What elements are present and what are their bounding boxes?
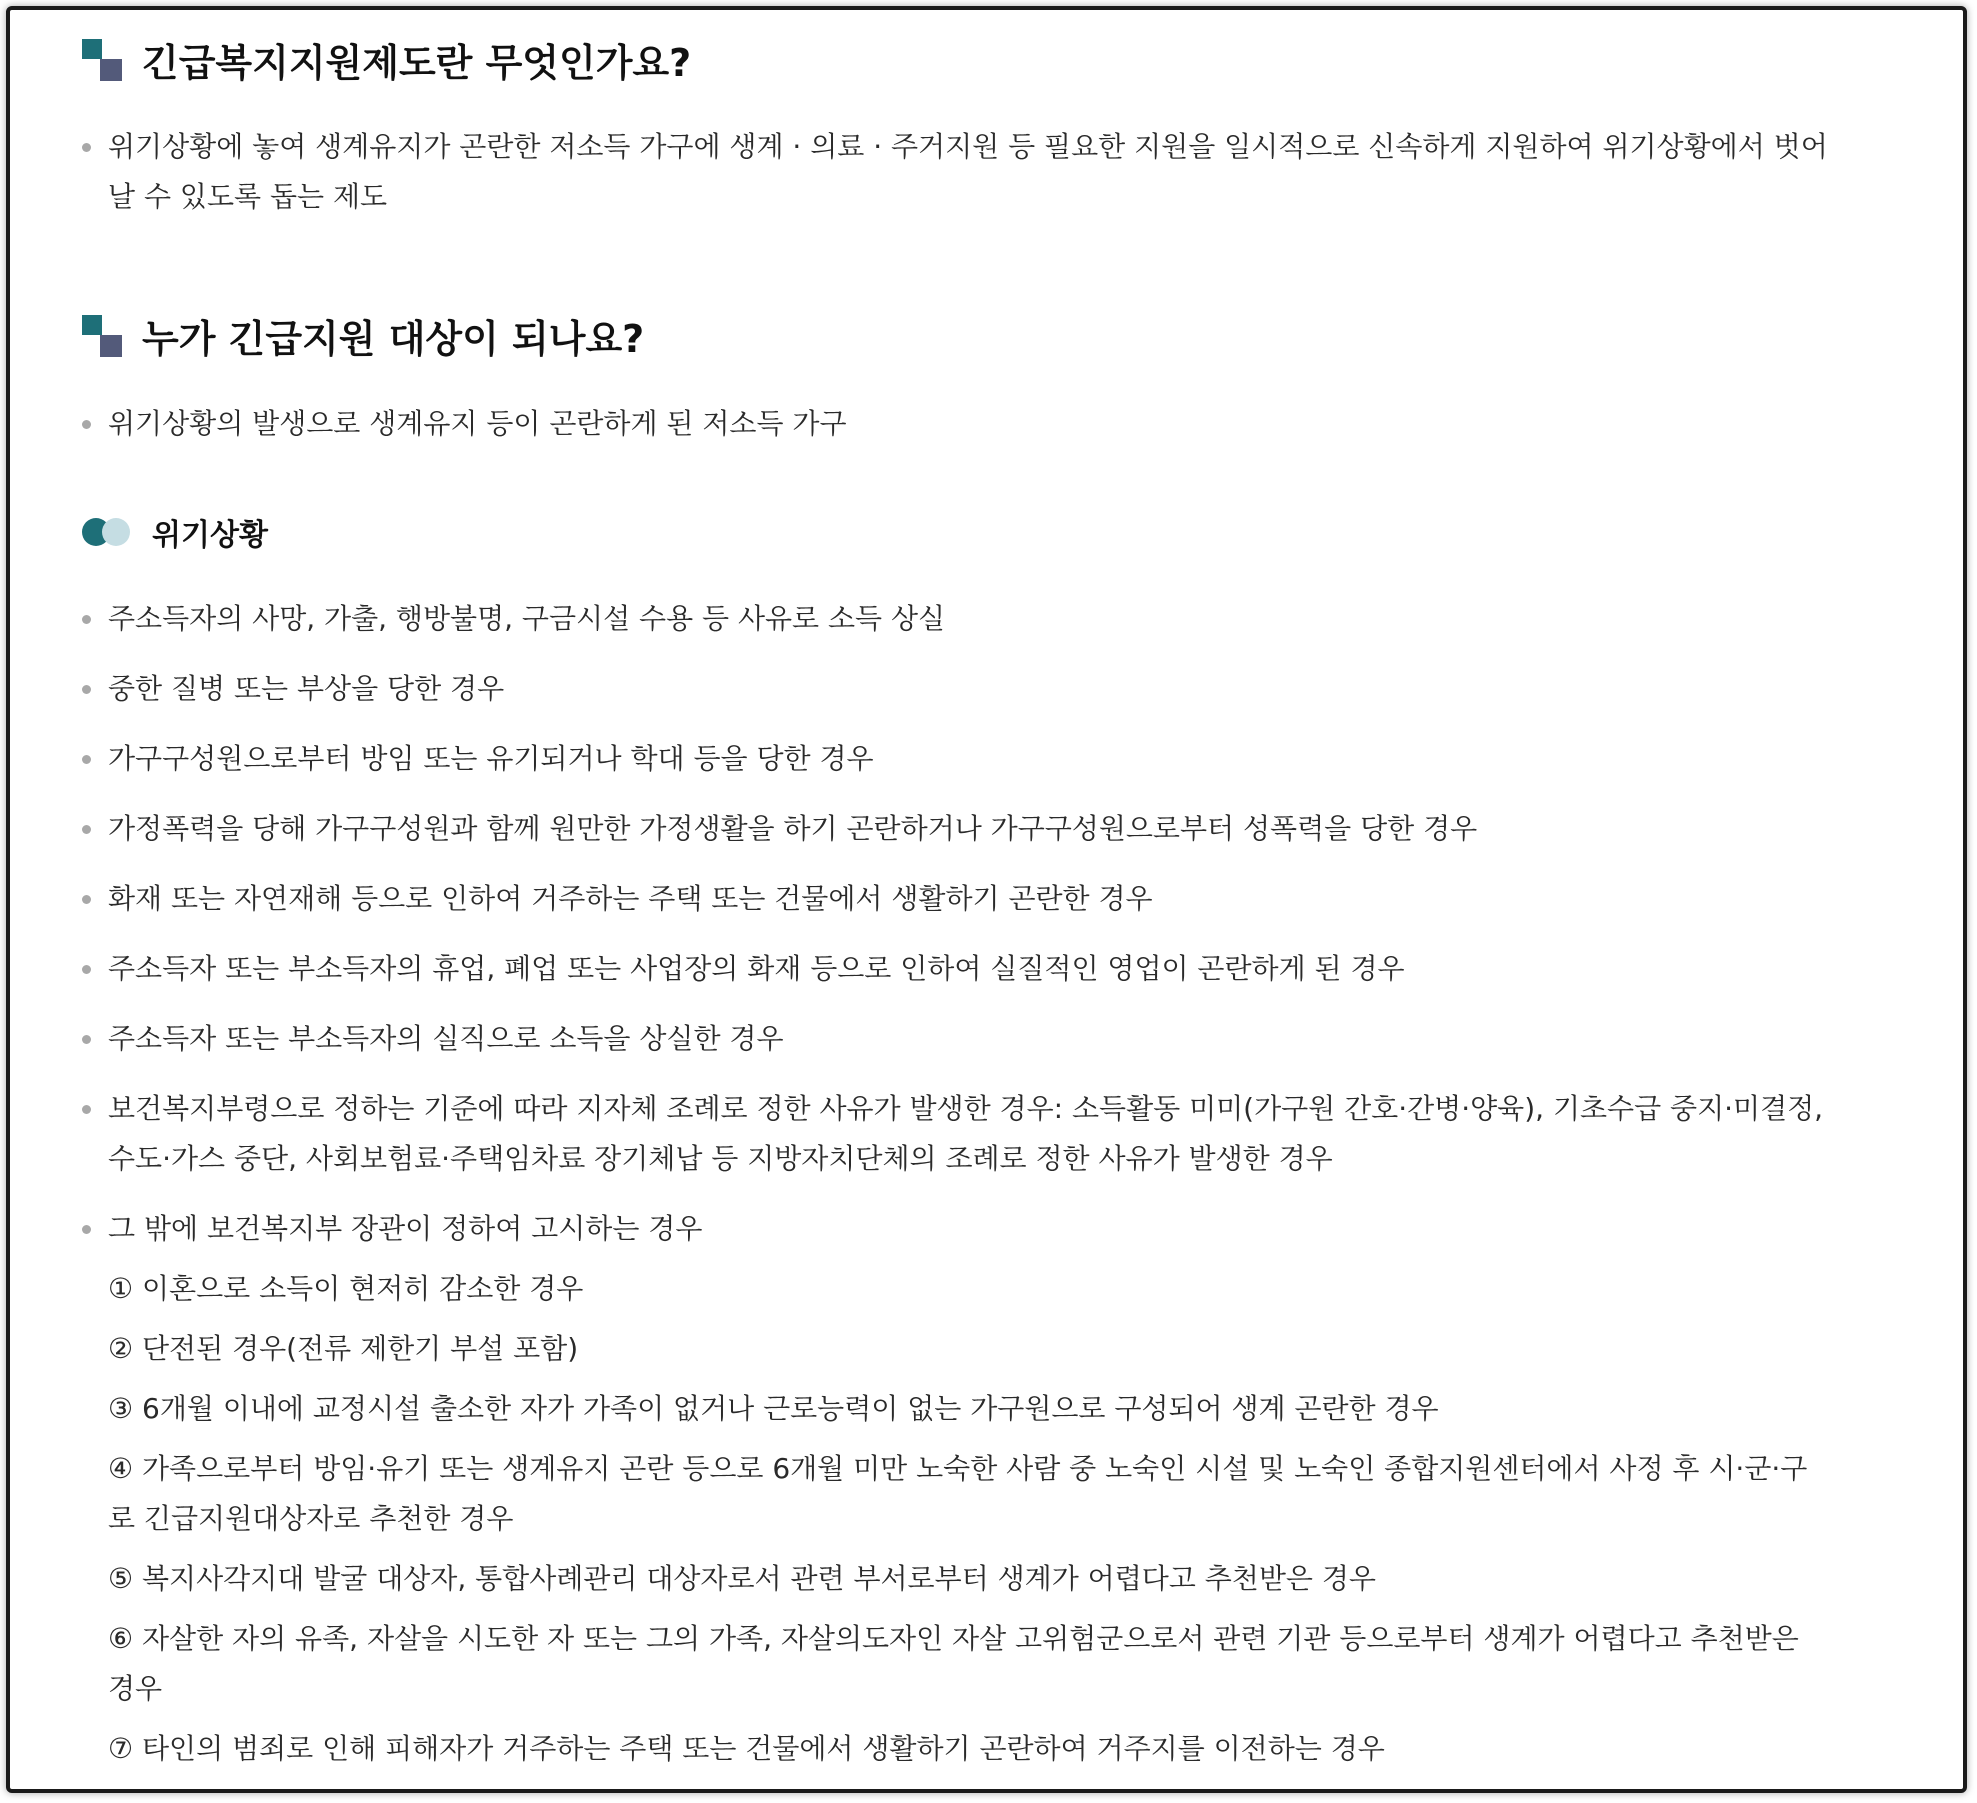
section-heading-what bbox=[82, 32, 691, 87]
section-title: 긴급복지지원제도란 무엇인가요? bbox=[142, 41, 692, 85]
list-item: 위기상황에 놓여 생계유지가 곤란한 저소득 가구에 생계 · 의료 · 주거지원 등 필요한 지원을 일시적으로 신속하게 지원하여 위기상황에서 벗어날 수 있도록 돕는 제도 bbox=[108, 130, 1828, 213]
list-item: 주소득자 또는 부소득자의 휴업, 폐업 또는 사업장의 화재 등으로 인하여 실질적인 영업이 곤란하게 된 경우 bbox=[108, 952, 1405, 985]
list-item: 화재 또는 자연재해 등으로 인하여 거주하는 주택 또는 건물에서 생활하기 곤란한 경우 bbox=[108, 882, 1153, 915]
sub-list-item: ⑤ 복지사각지대 발굴 대상자, 통합사례관리 대상자로서 관련 부서로부터 생계가 어렵다고 추천받은 경우 bbox=[108, 1562, 1376, 1595]
bullet-dot-icon bbox=[82, 685, 91, 694]
sub-list-item: ③ 6개월 이내에 교정시설 출소한 자가 가족이 없거나 근로능력이 없는 가구원으로 구성되어 생계 곤란한 경우 bbox=[108, 1392, 1439, 1425]
section-title: 누가 긴급지원 대상이 되나요? bbox=[142, 317, 645, 361]
bullet-dot-icon bbox=[82, 825, 91, 834]
list-item: 중한 질병 또는 부상을 당한 경우 bbox=[108, 672, 505, 705]
sub-list-item: ⑦ 타인의 범죄로 인해 피해자가 거주하는 주택 또는 건물에서 생활하기 곤란하여 거주지를 이전하는 경우 bbox=[108, 1732, 1385, 1765]
content-frame bbox=[6, 6, 1967, 1793]
list-item: 가구구성원으로부터 방임 또는 유기되거나 학대 등을 당한 경우 bbox=[108, 742, 874, 775]
square-bullet-icon bbox=[82, 39, 122, 81]
circle-bullet-icon bbox=[82, 517, 132, 547]
list-item: 위기상황의 발생으로 생계유지 등이 곤란하게 된 저소득 가구 bbox=[108, 407, 847, 440]
bullet-dot-icon bbox=[82, 1225, 91, 1234]
sub-list-item: ④ 가족으로부터 방임·유기 또는 생계유지 곤란 등으로 6개월 미만 노숙한 사람 중 노숙인 시설 및 노숙인 종합지원센터에서 사정 후 시·군·구로 긴급지원대상자로 추천한 경우 bbox=[108, 1452, 1808, 1535]
subsection-heading-crisis bbox=[82, 510, 268, 554]
list-item: 그 밖에 보건복지부 장관이 정하여 고시하는 경우 bbox=[108, 1212, 703, 1245]
list-item: 주소득자 또는 부소득자의 실직으로 소득을 상실한 경우 bbox=[108, 1022, 784, 1055]
sub-list-item: ② 단전된 경우(전류 제한기 부설 포함) bbox=[108, 1332, 579, 1365]
bullet-dot-icon bbox=[82, 615, 91, 624]
sub-list-item: ① 이혼으로 소득이 현저히 감소한 경우 bbox=[108, 1272, 584, 1305]
square-bullet-icon bbox=[82, 315, 122, 357]
subsection-title: 위기상황 bbox=[152, 518, 268, 553]
bullet-dot-icon bbox=[82, 420, 91, 429]
bullet-dot-icon bbox=[82, 1035, 91, 1044]
bullet-dot-icon bbox=[82, 965, 91, 974]
section-heading-who bbox=[82, 308, 644, 363]
bullet-dot-icon bbox=[82, 755, 91, 764]
bullet-dot-icon bbox=[82, 895, 91, 904]
list-item: 가정폭력을 당해 가구구성원과 함께 원만한 가정생활을 하기 곤란하거나 가구구성원으로부터 성폭력을 당한 경우 bbox=[108, 812, 1478, 845]
bullet-dot-icon bbox=[82, 143, 91, 152]
list-item: 보건복지부령으로 정하는 기준에 따라 지자체 조례로 정한 사유가 발생한 경우: 소득활동 미미(가구원 간호·간병·양육), 기초수급 중지·미결정, 수도·가스 중단, 사회보험료·주택임차료 장기체납 등 지방자치단체의 조례로 정한 사유가 발생한 경우 bbox=[108, 1092, 1824, 1175]
sub-list-item: ⑥ 자살한 자의 유족, 자살을 시도한 자 또는 그의 가족, 자살의도자인 자살 고위험군으로서 관련 기관 등으로부터 생계가 어렵다고 추천받은 경우 bbox=[108, 1622, 1799, 1705]
bullet-dot-icon bbox=[82, 1105, 91, 1114]
list-item: 주소득자의 사망, 가출, 행방불명, 구금시설 수용 등 사유로 소득 상실 bbox=[108, 602, 946, 635]
